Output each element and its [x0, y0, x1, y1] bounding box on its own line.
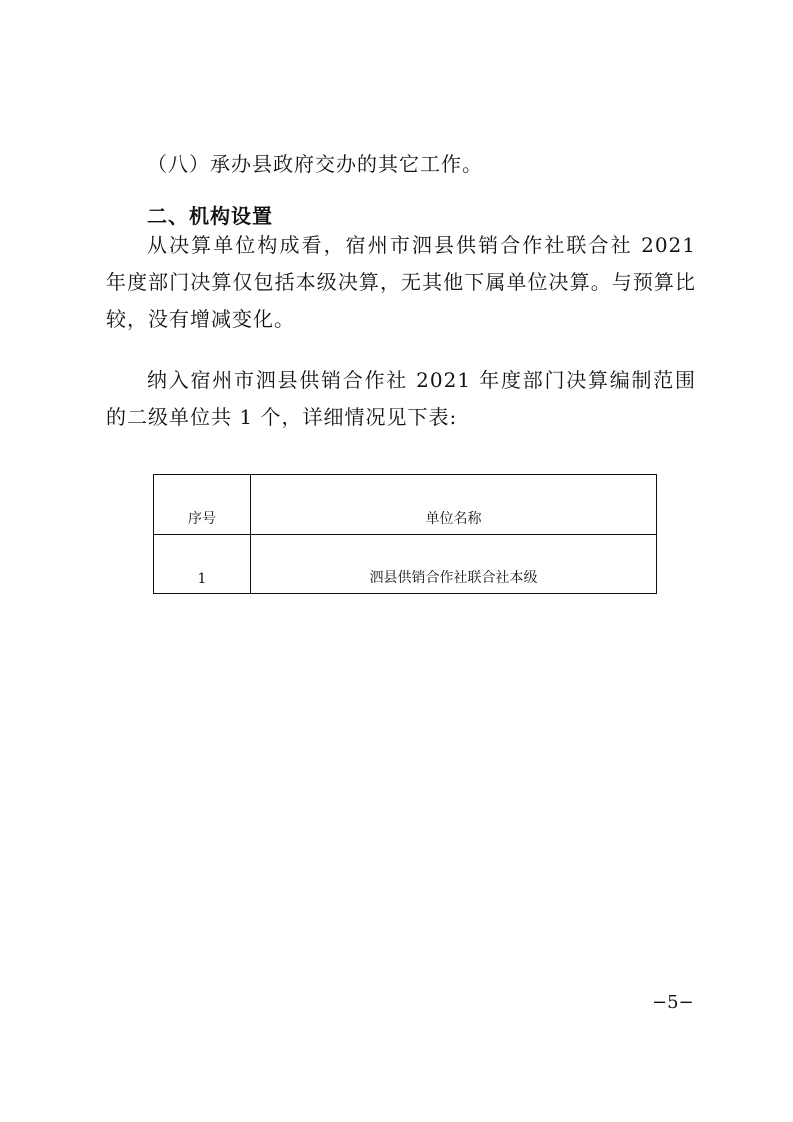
cell-seq: 1: [154, 535, 251, 594]
item-8-text: （八）承办县政府交办的其它工作。: [147, 152, 483, 176]
header-seq: 序号: [154, 475, 251, 535]
table-header-row: [154, 475, 657, 535]
page-number: −5−: [652, 992, 694, 1013]
table-row: [154, 535, 657, 594]
structure-paragraph: 从决算单位构成看，宿州市泗县供销合作社联合社 2021 年度部门决算仅包括本级决算，无其他下属单位决算。与预算比较，没有增减变化。: [106, 233, 696, 331]
header-unit-name: 单位名称: [251, 475, 657, 535]
section-2-heading: 二、机构设置: [147, 204, 273, 228]
cell-unit-name: 泗县供销合作社联合社本级: [251, 535, 657, 594]
scope-paragraph: 纳入宿州市泗县供销合作社 2021 年度部门决算编制范围的二级单位共 1 个，详细情况见下表:: [106, 368, 696, 429]
unit-table: [153, 474, 657, 594]
